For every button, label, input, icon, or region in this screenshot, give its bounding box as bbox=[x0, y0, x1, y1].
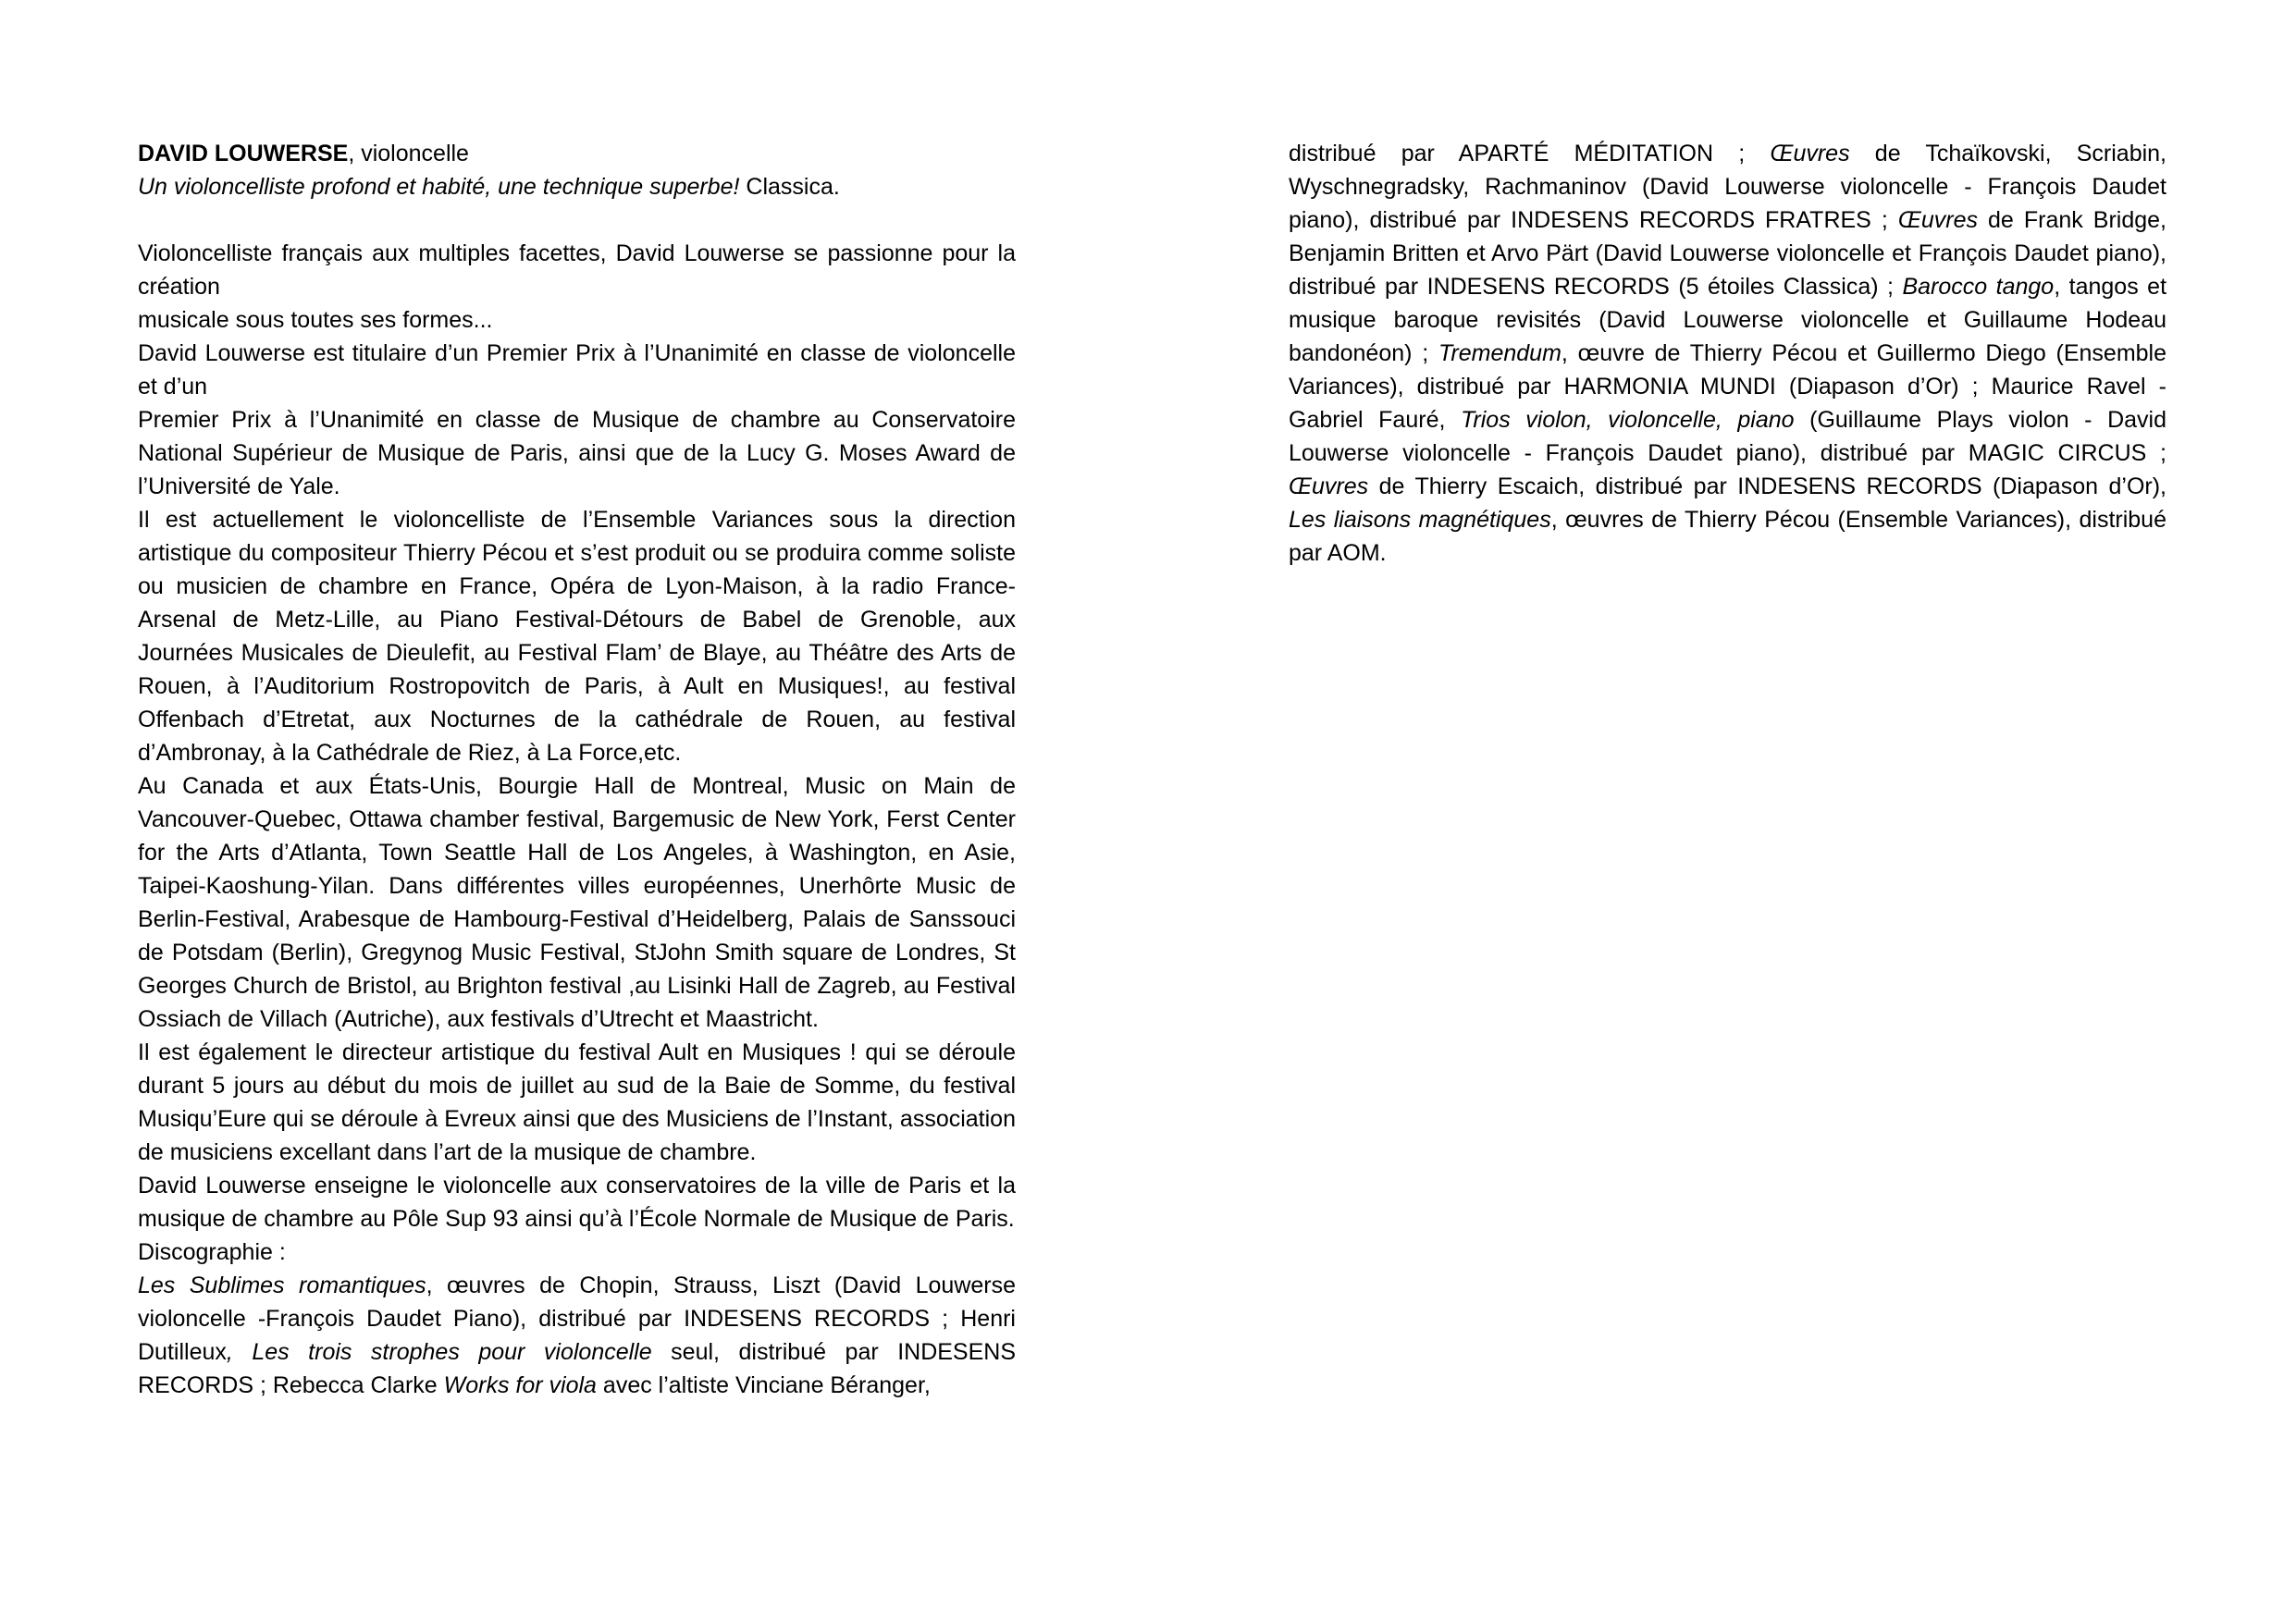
disco-title: Les liaisons magnétiques bbox=[1289, 507, 1551, 533]
disco-title: Barocco tango bbox=[1902, 274, 2055, 300]
intro-line-2: musicale sous toutes ses formes... bbox=[138, 307, 493, 333]
left-column bbox=[138, 137, 1016, 1402]
disco-text: (Guillaume Plays violon - David Louwerse violoncelle - François Daudet piano), distribué par MAGIC CIRCUS ; bbox=[1289, 407, 2166, 466]
teaching-paragraph: David Louwerse enseigne le violoncelle aux conservatoires de la ville de Paris et la musique de chambre au Pôle Sup 93 ainsi qu’à l’École Normale de Musique de Paris. bbox=[138, 1173, 1016, 1232]
discography-start bbox=[138, 1269, 1016, 1402]
prizes-line-2: Premier Prix à l’Unanimité en classe de Musique de chambre au Conservatoire National Supérieur de Musique de Paris, ainsi que de la Lucy G. Moses Award de l’Université de Yale. bbox=[138, 407, 1016, 499]
heading bbox=[138, 137, 1016, 170]
quote-text: Un violoncelliste profond et habité, une technique superbe! bbox=[138, 174, 740, 200]
disco-text: , tangos et musique baroque revisités (David Louwerse violoncelle et Guillaume Hodeau bandonéon) ; bbox=[1289, 274, 2167, 366]
artist-role: , violoncelle bbox=[348, 141, 469, 166]
discography-continued bbox=[1289, 137, 2166, 570]
artist-name: DAVID LOUWERSE bbox=[138, 141, 349, 166]
disco-title: Œuvres bbox=[1770, 141, 1850, 166]
disco-text: de Thierry Escaich, distribué par INDESENS RECORDS (Diapason d’Or), bbox=[1368, 473, 2166, 499]
disco-text: , œuvres de Thierry Pécou (Ensemble Variances), distribué par AOM. bbox=[1289, 507, 2166, 566]
disco-title: , Les trois strophes pour violoncelle bbox=[226, 1339, 652, 1365]
right-column bbox=[1289, 137, 2166, 570]
disco-title: Œuvres bbox=[1289, 473, 1369, 499]
quote-source: Classica. bbox=[739, 174, 840, 200]
disco-title: Tremendum bbox=[1438, 340, 1562, 366]
disco-text: de Frank Bridge, Benjamin Britten et Arvo Pärt (David Louwerse violoncelle et François Daudet piano), distribué par INDESENS RECORDS (5 étoiles Classica) ; bbox=[1289, 207, 2166, 300]
disco-text: seul, distribué par INDESENS RECORDS ; Rebecca Clarke bbox=[138, 1339, 1017, 1398]
disco-title: Œuvres bbox=[1897, 207, 1978, 233]
disco-title: Les Sublimes romantiques bbox=[138, 1273, 426, 1298]
disco-text: de Tchaïkovski, Scriabin, Wyschnegradsky, Rachmaninov (David Louwerse violoncelle - François Daudet piano), distribué par INDESENS RECORDS FRATRES ; bbox=[1289, 141, 2166, 233]
intro-line-1: Violoncelliste français aux multiples facettes, David Louwerse se passionne pour la création bbox=[138, 240, 1016, 300]
discography-label: Discographie : bbox=[138, 1239, 286, 1265]
disco-text: , œuvres de Chopin, Strauss, Liszt (David Louwerse violoncelle -François Daudet Piano), distribué par INDESENS RECORDS ; Henri Dutilleux bbox=[138, 1273, 1017, 1365]
disco-title: Trios violon, violoncelle, piano bbox=[1461, 407, 1795, 433]
disco-text: , œuvre de Thierry Pécou et Guillermo Diego (Ensemble Variances), distribué par HARMONIA MUNDI (Diapason d’Or) ; Maurice Ravel - Gabriel Fauré, bbox=[1289, 340, 2167, 433]
disco-title: Works for viola bbox=[443, 1372, 597, 1398]
prizes-line-1: David Louwerse est titulaire d’un Premier Prix à l’Unanimité en classe de violoncelle et d’un bbox=[138, 340, 1016, 400]
press-quote bbox=[138, 170, 1016, 203]
disco-text: avec l’altiste Vinciane Béranger, bbox=[596, 1372, 931, 1398]
disco-text: distribué par APARTÉ MÉDITATION ; bbox=[1289, 141, 1771, 166]
abroad-paragraph: Au Canada et aux États-Unis, Bourgie Hall de Montreal, Music on Main de Vancouver-Quebec, Ottawa chamber festival, Bargemusic de New York, Ferst Center for the Arts d’Atlanta, Town Seattle Hall de Los Angeles, à Washington, en Asie, Taipei-Kaoshung-Yilan. Dans différentes villes européennes, Unerhôrte Music de Berlin-Festival, Arabesque de Hambourg-Festival d’Heidelberg, Palais de Sanssouci de Potsdam (Berlin), Gregynog Music Festival, StJohn Smith square de Londres, St Georges Church de Bristol, au Brighton festival ,au Lisinki Hall de Zagreb, au Festival Ossiach de Villach (Autriche), aux festivals d’Utrecht et Maastricht. bbox=[138, 773, 1016, 1032]
spacer bbox=[138, 203, 1016, 237]
director-paragraph: Il est également le directeur artistique du festival Ault en Musiques ! qui se déroule durant 5 jours au début du mois de juillet au sud de la Baie de Somme, du festival Musiqu’Eure qui se déroule à Evreux ainsi que des Musiciens de l’Instant, association de musiciens excellant dans l’art de la musique de chambre. bbox=[138, 1039, 1016, 1165]
ensemble-paragraph: Il est actuellement le violoncelliste de l’Ensemble Variances sous la direction artistique du compositeur Thierry Pécou et s’est produit ou se produira comme soliste ou musicien de chambre en France, Opéra de Lyon-Maison, à la radio France-Arsenal de Metz-Lille, au Piano Festival-Détours de Babel de Grenoble, aux Journées Musicales de Dieulefit, au Festival Flam’ de Blaye, au Théâtre des Arts de Rouen, à l’Auditorium Rostropovitch de Paris, à Ault en Musiques!, au festival Offenbach d’Etretat, aux Nocturnes de la cathédrale de Rouen, au festival d’Ambronay, à la Cathédrale de Riez, à La Force,etc. bbox=[138, 507, 1016, 766]
